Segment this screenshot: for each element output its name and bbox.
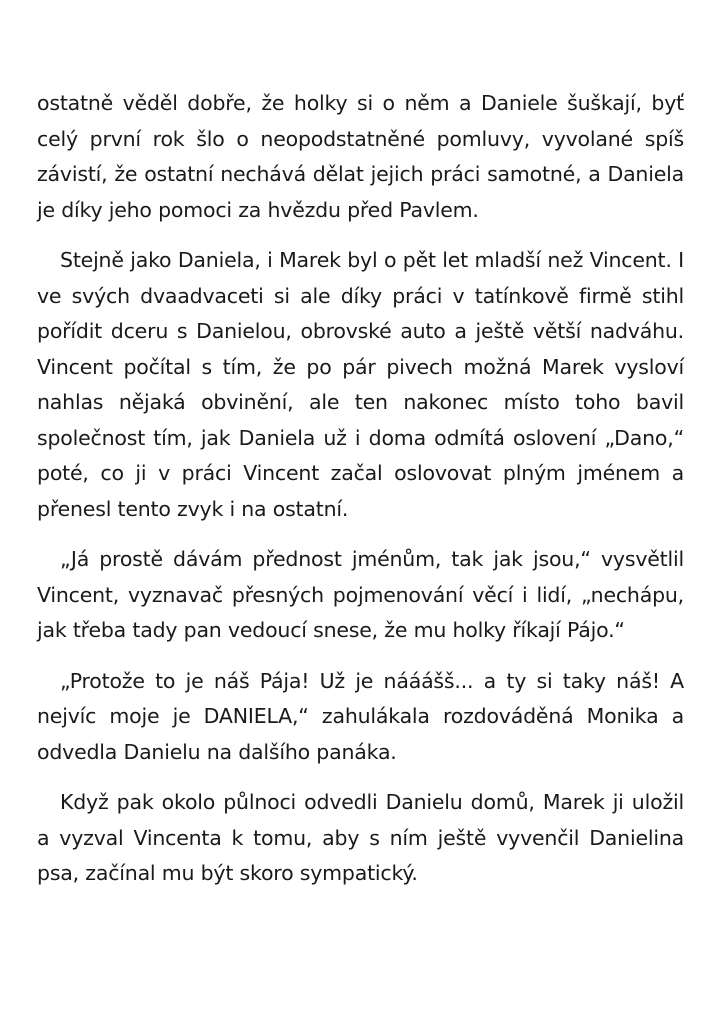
paragraph-5: Když pak okolo půlnoci odvedli Danielu domů, Marek ji uložil a vyzval Vincenta k tomu, aby s ním ještě vyvenčil Danielina psa, začínal mu být skoro sympatický. (37, 790, 684, 885)
paragraph-1: ostatně věděl dobře, že holky si o něm a Daniele šuškají, byť celý první rok šlo o neopodstatněné pomluvy, vyvolané spíš závistí, že ostatní nechává dělat jejich práci samotné, a Daniela je díky jeho pomoci za hvězdu před Pavlem. (37, 91, 684, 222)
document-body (37, 86, 684, 907)
paragraph-2: Stejně jako Daniela, i Marek byl o pět let mladší než Vincent. I ve svých dvaadvaceti si ale díky práci v tatínkově firmě stihl pořídit dceru s Danielou, obrovské auto a ještě větší nadváhu. Vincent počítal s tím, že po pár pivech možná Marek vysloví nahlas nějaká obvinění, ale ten nakonec místo toho bavil společnost tím, jak Daniela už i doma odmítá oslovení „Dano,“ poté, co ji v práci Vincent začal oslovovat plným jménem a přenesl tento zvyk i na ostatní. (37, 248, 684, 521)
paragraph-3: „Já prostě dávám přednost jménům, tak jak jsou,“ vysvětlil Vincent, vyznavač přesných pojmenování věcí i lidí, „nechápu, jak třeba tady pan vedoucí snese, že mu holky říkají Pájo.“ (37, 547, 684, 642)
paragraph-4: „Protože to je náš Pája! Už je nááášš... a ty si taky náš! A nejvíc moje je DANIELA,“ zahulákala rozdováděná Monika a odvedla Danielu na dalšího panáka. (37, 668, 684, 764)
